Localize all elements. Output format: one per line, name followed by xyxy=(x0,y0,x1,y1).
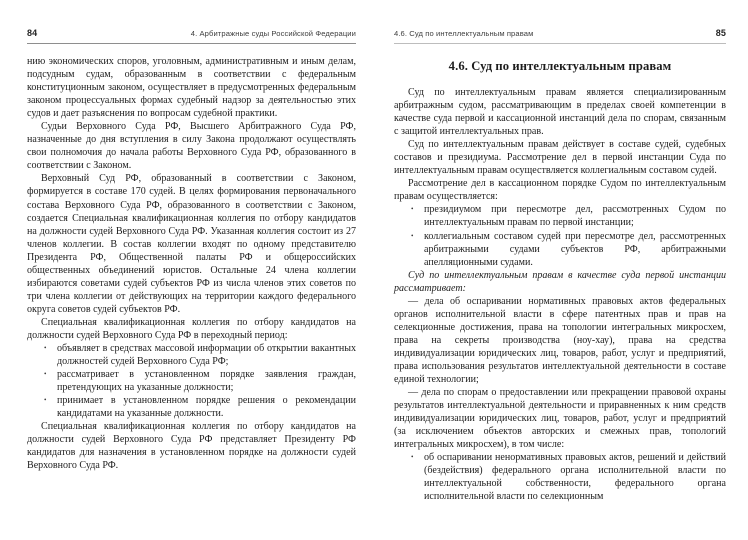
paragraph: Верховный Суд РФ, образованный в соответствии с Законом, формируется в составе 170 судей. В целях формирования первоначального состава Верховного Суда РФ, образованного в соответствии с Законом, создается Специальная квалификационная коллегия по отбору кандидатов на должности судей Верховного Суда РФ. Указанная коллегия состоит из 27 членов коллегии. В состав коллегии входят по одному представителю Президента РФ, Общественной палаты РФ и общероссийских общественных объединений юристов. Остальные 24 члена коллегии избираются советами судей субъектов РФ из числа членов этих советов по три члена коллегии от действующих на территории каждого федерального округа советов судей субъектов РФ. xyxy=(27,173,356,315)
page-right xyxy=(374,0,748,540)
paragraph: Специальная квалификационная коллегия по отбору кандидатов на должности судей Верховного Суда РФ представляет Президенту РФ кандидатов для назначения в установленном порядке на должности судей Верховного Суда РФ. xyxy=(27,421,356,472)
list-item-label: объявляет в средствах массовой информации об открытии вакантных должностей судей Верховного Суда РФ; xyxy=(57,343,356,368)
body-text-right xyxy=(394,86,726,504)
paragraph: Рассмотрение дел в кассационном порядке Судом по интеллектуальным правам осуществляется: xyxy=(394,178,726,203)
list-item xyxy=(27,394,356,420)
running-title-left: 4. Арбитражные суды Российской Федерации xyxy=(190,29,356,38)
bullet-icon: • xyxy=(411,231,414,240)
bullet-icon: • xyxy=(411,453,414,462)
list-item-label: принимает в установленном порядке решения о рекомендации кандидатами на указанные должности. xyxy=(57,395,356,420)
bullet-icon: • xyxy=(411,205,414,214)
header-rule-left xyxy=(27,43,356,44)
bullet-icon: • xyxy=(44,344,47,353)
paragraph-dash: — дела об оспаривании нормативных правовых актов федеральных органов исполнительной власти в сфере патентных прав и прав на селекционные достижения, права на топологии интегральных микросхем, права на секреты производства (ноу-хау), права на средства индивидуализации юридических лиц, товаров, работ, услуг и предприятий, права использования результатов интеллектуальной деятельности в составе единой технологии; xyxy=(394,295,726,386)
bullet-list-cassation xyxy=(394,203,726,268)
running-head-left xyxy=(27,28,356,40)
bullet-list-left xyxy=(27,342,356,420)
list-item-label: президиумом при пересмотре дел, рассмотренных Судом по интеллектуальным правам по первой инстанции; xyxy=(424,204,726,229)
paragraph-dash: — дела по спорам о предоставлении или прекращении правовой охраны результатов интеллектуальной деятельности и приравненных к ним средств индивидуализации юридических лиц, товаров, работ, услуг и предприятий (за исключением объектов авторских и смежных прав, топологий интегральных микросхем), в том числе: xyxy=(394,387,726,451)
paragraph: Суд по интеллектуальным правам действует в составе судей, судебных составов и президиума. Рассмотрение дел в первой инстанции Суда по интеллектуальным правам осуществляется коллегиальным составом судей. xyxy=(394,139,726,177)
paragraph-italic: Суд по интеллектуальным правам в качестве суда первой инстанции рассматривает: xyxy=(394,269,726,294)
paragraph: Судьи Верховного Суда РФ, Высшего Арбитражного Суда РФ, назначенные до дня вступления в силу Закона продолжают осуществлять свои полномочия до начала работы Верховного Суда РФ, образованного в соответствии с Законом. xyxy=(27,121,356,172)
list-item-label: коллегиальным составом судей при пересмотре дел, рассмотренных арбитражными судами субъектов РФ, арбитражными апелляционными судами. xyxy=(424,230,726,268)
body-text-left xyxy=(27,55,356,473)
bullet-list-first-instance xyxy=(394,451,726,503)
paragraph: Суд по интеллектуальным правам является специализированным арбитражным судом, рассматривающим в пределах своей компетенции в качестве суда первой и кассационной инстанций дела по спорам, связанным с защитой интеллектуальных прав. xyxy=(394,87,726,138)
running-head-right xyxy=(394,28,726,40)
list-item-label: рассматривает в установленном порядке заявления граждан, претендующих на указанные должности; xyxy=(57,369,356,394)
running-title-right: 4.6. Суд по интеллектуальным правам xyxy=(394,29,534,38)
paragraph: Специальная квалификационная коллегия по отбору кандидатов на должности судей Верховного Суда РФ в переходный период: xyxy=(27,316,356,341)
bullet-icon: • xyxy=(44,396,47,405)
list-item xyxy=(27,368,356,394)
bullet-icon: • xyxy=(44,370,47,379)
page-number-left: 84 xyxy=(27,28,38,38)
list-item xyxy=(394,203,726,229)
list-item xyxy=(394,451,726,503)
section-heading: 4.6. Суд по интеллектуальным правам xyxy=(448,59,672,73)
header-rule-right xyxy=(394,43,726,44)
paragraph-continuation: нию экономических споров, уголовным, административным и иным делам, подсудным судам, образованным в соответствии с федеральным конституционным законом, осуществляет в предусмотренных федеральным законом процессуальных формах судебный надзор за деятельностью этих судов и дает разъяснения по вопросам судебной практики. xyxy=(27,56,356,120)
list-item xyxy=(27,342,356,368)
page-number-right: 85 xyxy=(715,28,726,38)
list-item xyxy=(394,230,726,269)
list-item-label: об оспаривании ненормативных правовых актов, решений и действий (бездействия) федерального органа исполнительной власти по интеллектуальной собственности, федерального органа исполнительной власти по селекционным xyxy=(424,452,726,503)
